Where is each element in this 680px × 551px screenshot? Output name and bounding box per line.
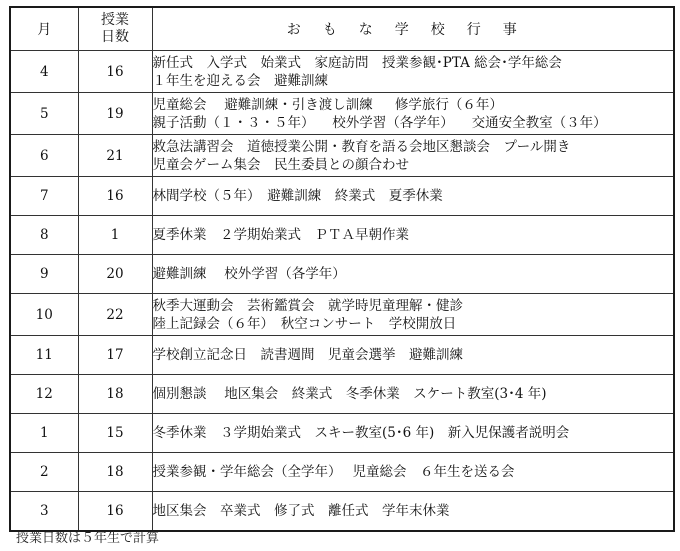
month-cell: 2 [10,453,78,492]
event-line: 個別懇談 地区集会 終業式 冬季休業 スケート教室(3･4 年) [152,386,547,402]
events-cell [152,135,674,177]
event-line: 児童会ゲーム集会 民生委員との顔合わせ [152,156,409,173]
event-line: 夏季休業 ２学期始業式 ＰＴＡ早朝作業 [152,227,409,243]
month-cell: 10 [10,294,78,336]
events-cell [152,336,674,375]
event-line: 冬季休業 ３学期始業式 スキー教室(5･6 年) 新入児保護者説明会 [152,425,570,441]
school-days-cell: 16 [78,492,152,532]
school-days-column-header [78,7,152,51]
school-days-cell: 16 [78,51,152,93]
table-header-row [10,7,674,51]
school-days-cell: 22 [78,294,152,336]
footnote: 授業日数は５年生で計算 [16,531,160,546]
month-cell: 1 [10,414,78,453]
event-line: 学校創立記念日 読書週間 児童会選挙 避難訓練 [152,347,463,363]
month-cell: 5 [10,93,78,135]
event-line: 新任式 入学式 始業式 家庭訪問 授業参観･PTA 総会･学年総会 [152,54,562,71]
month-cell: 9 [10,255,78,294]
school-days-cell: 19 [78,93,152,135]
table-row [10,453,674,492]
school-days-cell: 17 [78,336,152,375]
events-cell [152,453,674,492]
table-row [10,216,674,255]
month-cell: 7 [10,177,78,216]
event-line: 授業参観・学年総会（全学年） 児童総会 ６年生を送る会 [152,464,515,480]
month-cell: 6 [10,135,78,177]
event-line: １年生を迎える会 避難訓練 [152,72,328,89]
school-days-cell: 18 [78,453,152,492]
table-row [10,255,674,294]
table-row [10,492,674,532]
events-cell [152,51,674,93]
table-row [10,135,674,177]
month-cell: 3 [10,492,78,532]
events-cell [152,216,674,255]
table-row [10,375,674,414]
month-cell: 8 [10,216,78,255]
table-row [10,336,674,375]
table-row [10,51,674,93]
events-cell [152,255,674,294]
event-line: 親子活動（１・３・５年） 校外学習（各学年） 交通安全教室（３年） [152,114,607,131]
school-days-header-line2: 日数 [101,29,129,45]
table-row [10,177,674,216]
table-row [10,414,674,453]
month-column-header: 月 [10,7,78,51]
school-days-cell: 21 [78,135,152,177]
event-line: 林間学校（５年） 避難訓練 終業式 夏季休業 [152,188,443,204]
events-cell [152,414,674,453]
events-cell [152,492,674,532]
event-line: 児童総会 避難訓練・引き渡し訓練 修学旅行（６年） [152,96,503,113]
events-cell [152,294,674,336]
table-body [10,51,674,532]
events-cell [152,177,674,216]
events-column-header: おもな学校行事 [152,7,674,51]
school-days-cell: 16 [78,177,152,216]
event-line: 陸上記録会（６年） 秋空コンサート 学校開放日 [152,315,457,332]
month-cell: 12 [10,375,78,414]
event-line: 救急法講習会 道徳授業公開・教育を語る会地区懇談会 プール開き [152,138,571,155]
school-days-cell: 15 [78,414,152,453]
table-row [10,93,674,135]
event-line: 秋季大運動会 芸術鑑賞会 就学時児童理解・健診 [152,297,463,314]
school-days-cell: 20 [78,255,152,294]
school-days-header-line1: 授業 [101,12,129,28]
events-cell [152,375,674,414]
month-cell: 11 [10,336,78,375]
month-cell: 4 [10,51,78,93]
school-days-cell: 1 [78,216,152,255]
school-days-cell: 18 [78,375,152,414]
events-cell [152,93,674,135]
event-line: 避難訓練 校外学習（各学年） [152,266,346,282]
table-row [10,294,674,336]
school-events-table [9,6,675,532]
event-line: 地区集会 卒業式 修了式 離任式 学年末休業 [152,503,450,519]
